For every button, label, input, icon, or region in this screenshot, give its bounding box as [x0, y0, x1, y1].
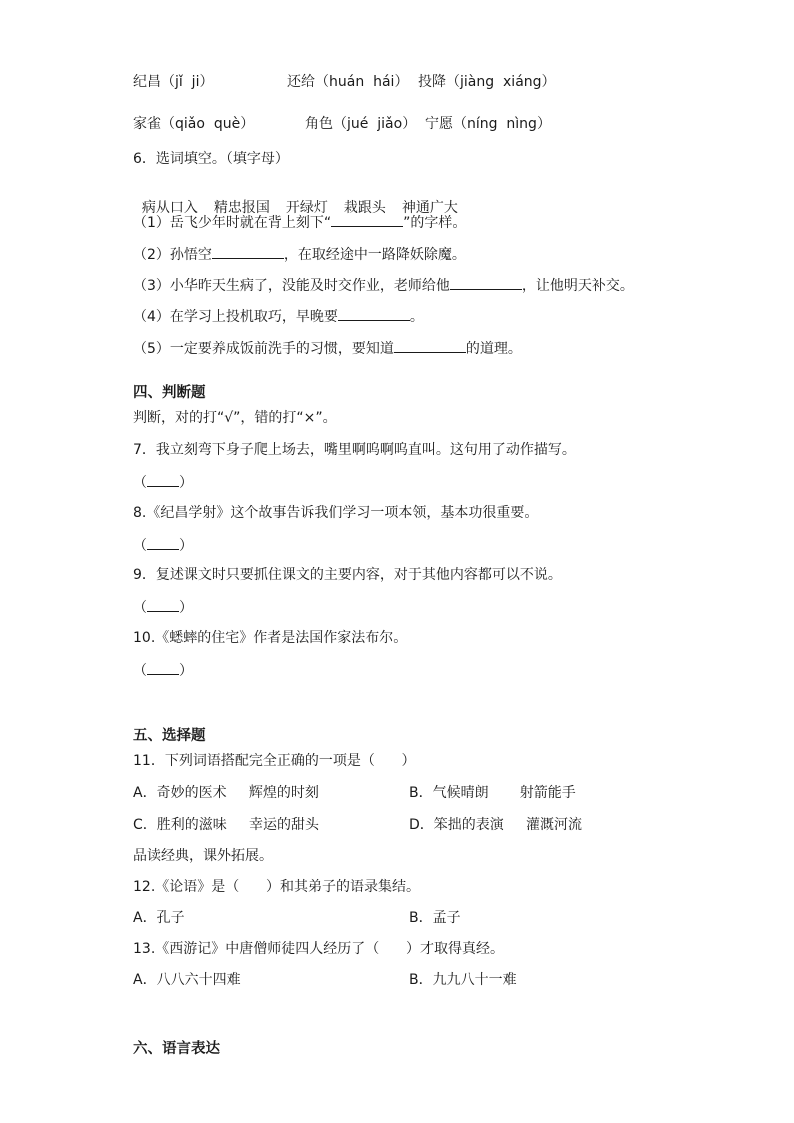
- pinyin-item-huangei: [287, 73, 408, 91]
- q7-answer-paren: [133, 472, 193, 492]
- section-6-heading: 六、语言表达: [133, 1041, 220, 1057]
- item-text: （3）小华昨天生病了，没能及时交作业，老师给他: [133, 278, 450, 294]
- q13-option-a[interactable]: A．八八六十四难: [133, 972, 241, 988]
- option-word: 开绿灯: [285, 200, 328, 216]
- q12-stem: 12.《论语》是（ ）和其弟子的语录集结。: [133, 879, 420, 895]
- item-text: ”的字样。: [403, 215, 467, 231]
- pinyin-word: 还给: [287, 74, 315, 90]
- q7-text: 7．我立刻弯下身子爬上场去，嘴里啊呜啊呜直叫。这句用了动作描写。: [133, 442, 576, 458]
- section-5-heading: 五、选择题: [133, 728, 206, 744]
- q11-option-a[interactable]: A．奇妙的医术 辉煌的时刻: [133, 785, 319, 801]
- paren: （: [133, 538, 147, 554]
- pinyin-text: （jué jiǎo）: [333, 116, 417, 132]
- pinyin-text: （jǐ ji）: [161, 74, 214, 90]
- item-text: 。: [409, 309, 424, 325]
- q11-stem: 11．下列词语搭配完全正确的一项是（ ）: [133, 753, 416, 769]
- paren: ）: [179, 663, 193, 679]
- q6-item-2: [133, 244, 466, 264]
- option-word: 病从口入: [141, 200, 198, 216]
- paren: （: [133, 600, 147, 616]
- pinyin-item-ningyuan: [425, 115, 551, 133]
- item-text: ，在取经途中一路降妖除魔。: [283, 247, 466, 263]
- paren: （: [133, 475, 147, 491]
- answer-blank[interactable]: [450, 275, 522, 290]
- q6-item-3: [133, 275, 634, 295]
- answer-blank[interactable]: [212, 244, 284, 259]
- answer-blank[interactable]: [338, 306, 410, 321]
- q6-item-4: [133, 306, 424, 326]
- q6-item-5: [133, 338, 522, 358]
- paren: （: [133, 663, 147, 679]
- option-word: 精忠报国: [213, 200, 270, 216]
- q12-option-b[interactable]: B．孟子: [409, 910, 461, 926]
- q9-answer-paren: [133, 597, 193, 617]
- q6-item-1: [133, 212, 466, 232]
- q8-answer-paren: [133, 535, 193, 555]
- item-text: （5）一定要养成饭前洗手的习惯，要知道: [133, 341, 394, 357]
- pinyin-item-jiaque: [133, 115, 254, 133]
- pinyin-word: 纪昌: [133, 74, 161, 90]
- q9-text: 9．复述课文时只要抓住课文的主要内容，对于其他内容都可以不说。: [133, 567, 562, 583]
- pinyin-word: 角色: [305, 116, 333, 132]
- q11-option-c[interactable]: C．胜利的滋味 幸运的甜头: [133, 817, 320, 833]
- option-word: 栽跟头: [343, 200, 386, 216]
- section-4-instruction: 判断，对的打“√”，错的打“×”。: [133, 410, 337, 426]
- pinyin-item-touxiang: [418, 73, 556, 91]
- pinyin-text: （jiàng xiáng）: [446, 74, 556, 90]
- q10-text: 10.《蟋蟀的住宅》作者是法国作家法布尔。: [133, 630, 408, 646]
- q12-option-a[interactable]: A．孔子: [133, 910, 185, 926]
- answer-blank[interactable]: [394, 338, 466, 353]
- answer-blank[interactable]: [147, 535, 179, 550]
- pinyin-word: 家雀: [133, 116, 161, 132]
- q11-option-d[interactable]: D．笨拙的表演 灌溉河流: [409, 817, 583, 833]
- section-5-intro: 品读经典，课外拓展。: [133, 848, 273, 864]
- paren: ）: [179, 538, 193, 554]
- answer-blank[interactable]: [147, 472, 179, 487]
- answer-blank[interactable]: [147, 660, 179, 675]
- item-text: （1）岳飞少年时就在背上刻下“: [133, 215, 332, 231]
- answer-blank[interactable]: [147, 597, 179, 612]
- pinyin-item-jichang: [133, 73, 213, 91]
- paren: ）: [179, 475, 193, 491]
- answer-blank[interactable]: [331, 212, 403, 227]
- q13-stem: 13.《西游记》中唐僧师徒四人经历了（ ）才取得真经。: [133, 941, 504, 957]
- item-text: ，让他明天补交。: [521, 278, 634, 294]
- section-4-heading: 四、判断题: [133, 385, 206, 401]
- q6-title: 6．选词填空。（填字母）: [133, 151, 289, 167]
- paren: ）: [179, 600, 193, 616]
- option-word: 神通广大: [401, 200, 458, 216]
- pinyin-text: （níng nìng）: [453, 116, 551, 132]
- item-text: （2）孙悟空: [133, 247, 212, 263]
- pinyin-item-juese: [305, 115, 416, 133]
- pinyin-word: 宁愿: [425, 116, 453, 132]
- q13-option-b[interactable]: B．九九八十一难: [409, 972, 517, 988]
- q8-text: 8.《纪昌学射》这个故事告诉我们学习一项本领，基本功很重要。: [133, 505, 539, 521]
- pinyin-text: （qiǎo què）: [161, 116, 255, 132]
- item-text: 的道理。: [465, 341, 522, 357]
- pinyin-text: （huán hái）: [315, 74, 409, 90]
- q10-answer-paren: [133, 660, 193, 680]
- q11-option-b[interactable]: B．气候晴朗 射箭能手: [409, 785, 576, 801]
- item-text: （4）在学习上投机取巧，早晚要: [133, 309, 338, 325]
- pinyin-word: 投降: [418, 74, 446, 90]
